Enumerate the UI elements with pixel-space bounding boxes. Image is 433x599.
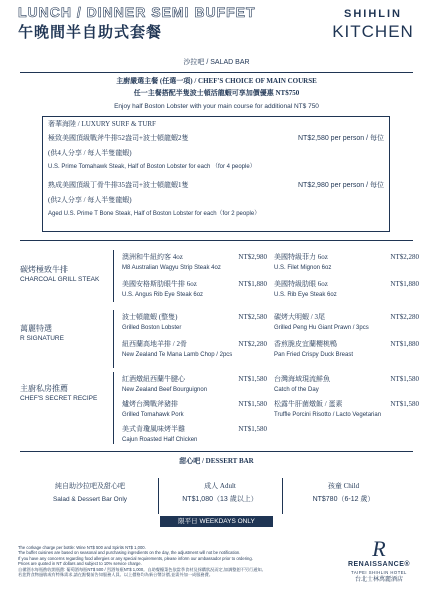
section-r-signature <box>20 324 110 343</box>
luxury-item-name: 熟成美國頂級丁骨牛排35盎司+波士頓龍蝦1隻 <box>48 181 189 189</box>
buffet-only-zh: 純自助沙拉吧及甜心吧 <box>55 482 125 490</box>
menu-item: 爐烤台灣戰斧豬排 NT$1,580 Grilled Tomahawk Pork <box>122 400 267 418</box>
menu-item: 香煎脆皮宜蘭櫻桃鴨 NT$1,880 Pan Fried Crispy Duck Breast <box>274 340 419 358</box>
section-title-zh: 主廚私房推薦 <box>20 384 68 393</box>
section-divider-line <box>113 372 114 444</box>
main-course-lobster-offer-zh: 任一主餐搭配半隻波士頓活龍蝦可享加價優惠 NT$750 <box>133 89 300 97</box>
renaissance-logo-mark: R <box>372 536 386 561</box>
menu-item: 美國特級肋眼 6oz NT$1,880 U.S. Rib Eye Steak 6oz <box>274 280 419 298</box>
main-course-lobster-offer-en: Enjoy half Boston Lobster with your main course for additional NT$ 750 <box>114 103 319 110</box>
footer-note: The buffet cuisines are based on seasonal and purchasing ingredients on the day, the adjustment will not be notification. <box>18 550 241 556</box>
adult-label: 成人 Adult <box>204 482 236 490</box>
section-title-en: R SIGNATURE <box>20 335 64 342</box>
luxury-item <box>48 181 384 218</box>
main-course-heading: 主廚嚴選主餐 (任選一項) / CHEF'S CHOICE OF MAIN COURSE <box>116 77 317 85</box>
divider <box>20 451 413 452</box>
buffet-only-en: Salad & Dessert Bar Only <box>52 496 128 503</box>
luxury-item <box>48 134 384 171</box>
menu-item: 台灣海域現流鮮魚 NT$1,580 Catch of the Day <box>274 375 419 393</box>
pricing-table <box>30 478 403 514</box>
weekdays-only-badge: 限平日 WEEKDAYS ONLY <box>160 516 273 527</box>
menu-item: 美式肯瓊風味烤半雞 NT$1,580 Cajun Roasted Half Chicken <box>122 425 267 443</box>
menu-item: 澳洲和牛紐約客 4oz NT$2,980 M8 Australian Wagyu Strip Steak 4oz <box>122 253 267 271</box>
section-charcoal-grill <box>20 265 110 284</box>
divider <box>20 72 413 73</box>
menu-item: 松露牛肝菌燉飯 / 蛋素 NT$1,580 Truffle Porcini Risotto / Lacto Vegetarian <box>274 400 419 418</box>
luxury-title: 奢華海陸 / LUXURY SURF & TURF <box>48 120 156 128</box>
child-price: NT$780（6-12 歲） <box>312 496 375 503</box>
menu-title-zh: 午晚間半自助式套餐 <box>18 25 163 41</box>
divider <box>20 240 413 241</box>
section-divider-line <box>113 250 114 302</box>
adult-price: NT$1,080（13 歲以上） <box>182 496 258 503</box>
footer-note: If you have any concerns regarding food allergies or any special requirements, please inform our ambassador prior to ordering. <box>18 555 253 561</box>
luxury-item-price: NT$2,980 per person / 每位 <box>298 182 384 189</box>
footer-note: The corkage charge per bottle: Wine NT$ 500 and Spirits NT$ 1,000. <box>18 545 146 550</box>
menu-item: 紐西蘭高地羊排 / 2骨 NT$2,280 New Zealand Te Mana Lamb Chop / 2pcs <box>122 340 267 358</box>
dessert-bar-label: 甜心吧 / DESSERT BAR <box>179 457 254 465</box>
child-label: 孩童 Child <box>327 482 360 490</box>
renaissance-logo-zh: 台北士林萬麗酒店 <box>354 577 403 583</box>
section-title-zh: 萬麗特選 <box>20 324 52 333</box>
luxury-item-serves: (供4人分享 / 每人半隻龍蝦) <box>48 149 132 157</box>
renaissance-logo-name: RENAISSANCE® <box>347 561 411 568</box>
renaissance-logo <box>340 538 418 584</box>
footer-note: 自備酒水每瓶酌收開瓶費: 葡萄酒每瓶NT$ 500 / 烈酒每瓶NT$ 1,000。自助餐檯菜色依當季食材及採購狀況而定,如調整恕不另行通知。 <box>18 566 266 572</box>
salad-bar-label: 沙拉吧 / SALAD BAR <box>183 59 250 66</box>
brand-logo <box>326 8 420 43</box>
luxury-item-desc: U.S. Prime Tomahawk Steak, Half of Boston Lobster for each （for 4 people） <box>48 164 256 170</box>
menu-item: 紅酒燉紐西蘭牛腱心 NT$1,580 New Zealand Beef Bourguignon <box>122 375 267 393</box>
luxury-item-desc: Aged U.S. Prime T Bone Steak, Half of Boston Lobster for each（for 2 people） <box>48 211 261 217</box>
section-title-en: CHARCOAL GRILL STEAK <box>20 276 100 283</box>
luxury-item-price: NT$2,580 per person / 每位 <box>298 135 384 142</box>
table-divider <box>158 478 159 514</box>
section-divider-line <box>113 310 114 368</box>
brand-logo-top: SHIHLIN <box>344 8 402 20</box>
menu-title-en: LUNCH / DINNER SEMI BUFFET <box>18 4 256 20</box>
section-title-en: CHEF'S SECRET RECIPE <box>20 395 98 402</box>
menu-item: 碳烤大明蝦 / 3尾 NT$2,280 Grilled Peng Hu Giant Prawn / 3pcs <box>274 313 419 331</box>
luxury-item-name: 極致美國頂級戰斧牛排52盎司+波士頓龍蝦2隻 <box>48 134 189 142</box>
section-title-zh: 碳烤極致牛排 <box>20 265 68 274</box>
menu-item: 美國特級菲力 6oz NT$2,280 U.S. Filet Mignon 6oz <box>274 253 419 271</box>
footer-note: Prices are quoted in NT dollars and subject to 10% service charge. <box>18 561 142 567</box>
renaissance-logo-sub: TAIPEI SHIHLIN HOTEL <box>351 570 407 575</box>
section-chefs-secret <box>20 384 110 403</box>
table-divider <box>282 478 283 514</box>
menu-item: 美國安格斯肋眼牛排 6oz NT$1,880 U.S. Angus Rib Eye Steak 6oz <box>122 280 267 298</box>
footer-note: 若您對食物過敏或有特殊需求,請在點餐前告知服務人員。以上價格均為新台幣計價,並需外加一成服務費。 <box>18 572 213 578</box>
brand-logo-bottom: KITCHEN <box>332 22 414 41</box>
footer-notes <box>18 545 338 577</box>
luxury-item-serves: (供2人分享 / 每人半隻龍蝦) <box>48 196 132 204</box>
menu-item: 波士頓龍蝦 (整隻) NT$2,580 Grilled Boston Lobster <box>122 313 267 331</box>
